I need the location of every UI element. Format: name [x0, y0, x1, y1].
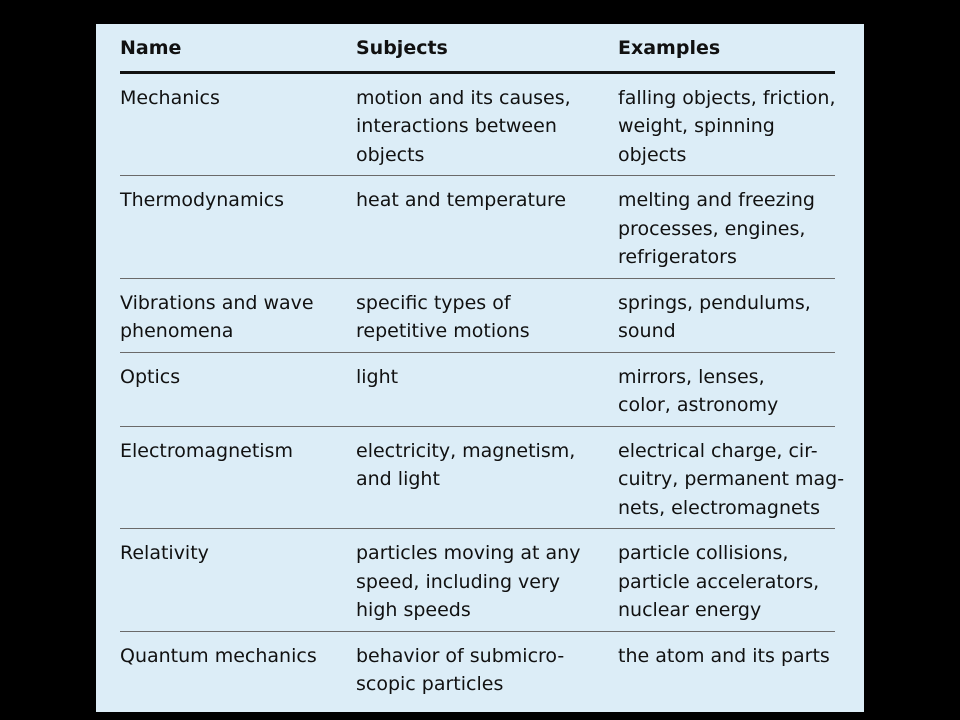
table-panel	[96, 24, 864, 712]
cell-line: electricity, magnetism,	[356, 439, 576, 462]
subjects-cell	[356, 539, 618, 625]
cell-line: particles moving at any	[356, 542, 581, 564]
cell-line: color, astronomy	[618, 394, 779, 416]
header-subjects: Subjects	[356, 37, 448, 59]
table-body	[120, 74, 845, 705]
cell-line: motion and its causes,	[356, 86, 571, 109]
subjects-cell	[356, 363, 618, 420]
cell-line: Quantum mechanics	[120, 644, 317, 667]
header-examples: Examples	[618, 37, 721, 59]
name-cell	[120, 363, 356, 420]
cell-line: objects	[618, 143, 687, 166]
cell-line: springs, pendulums,	[618, 291, 811, 314]
name-cell	[120, 437, 356, 523]
subjects-cell	[356, 437, 618, 523]
cell-line: mirrors, lenses,	[618, 365, 765, 388]
cell-line: Relativity	[120, 542, 209, 564]
examples-cell	[618, 363, 835, 420]
physics-branches-table	[120, 32, 845, 705]
header-name: Name	[120, 37, 182, 59]
cell-line: Thermodynamics	[120, 189, 285, 211]
examples-cell	[618, 84, 835, 170]
name-cell	[120, 539, 356, 625]
name-cell	[120, 84, 356, 170]
cell-line: the atom and its parts	[618, 644, 830, 667]
cell-line: electrical charge, cir-	[618, 439, 818, 462]
cell-line: falling objects, friction,	[618, 86, 836, 109]
cell-line: weight, spinning	[618, 115, 775, 137]
cell-line: light	[356, 365, 399, 388]
table-row	[120, 529, 835, 632]
examples-cell	[618, 289, 835, 346]
cell-line: interactions between	[356, 115, 557, 137]
name-cell	[120, 642, 356, 699]
cell-line: repetitive motions	[356, 320, 530, 342]
cell-line: Optics	[120, 365, 181, 388]
cell-line: objects	[356, 143, 425, 166]
subjects-cell	[356, 642, 618, 699]
table-row	[120, 74, 835, 177]
examples-cell	[618, 437, 845, 523]
cell-line: speed, including very	[356, 570, 561, 593]
cell-line: particle collisions,	[618, 542, 789, 564]
cell-line: cuitry, permanent mag-	[618, 468, 845, 490]
cell-line: behavior of submicro-	[356, 644, 565, 667]
table-row	[120, 176, 835, 279]
examples-cell	[618, 642, 835, 699]
subjects-cell	[356, 289, 618, 346]
cell-line: Vibrations and wave	[120, 291, 314, 314]
cell-line: Mechanics	[120, 86, 220, 109]
cell-line: sound	[618, 320, 676, 342]
examples-cell	[618, 186, 835, 272]
cell-line: phenomena	[120, 320, 234, 342]
cell-line: particle accelerators,	[618, 570, 820, 593]
table-row	[120, 427, 845, 530]
cell-line: high speeds	[356, 599, 471, 621]
cell-line: nets, electromagnets	[618, 496, 821, 519]
cell-line: refrigerators	[618, 246, 737, 268]
table-row	[120, 353, 835, 427]
table-row	[120, 279, 835, 353]
cell-line: nuclear energy	[618, 599, 762, 621]
name-cell	[120, 186, 356, 272]
subjects-cell	[356, 84, 618, 170]
table-header-row	[120, 32, 835, 74]
table-row	[120, 632, 835, 705]
name-cell	[120, 289, 356, 346]
cell-line: Electromagnetism	[120, 439, 293, 462]
cell-line: specific types of	[356, 291, 511, 314]
cell-line: and light	[356, 468, 440, 490]
subjects-cell	[356, 186, 618, 272]
cell-line: processes, engines,	[618, 217, 806, 240]
examples-cell	[618, 539, 835, 625]
cell-line: heat and temperature	[356, 189, 567, 211]
cell-line: melting and freezing	[618, 189, 815, 211]
cell-line: scopic particles	[356, 673, 504, 695]
